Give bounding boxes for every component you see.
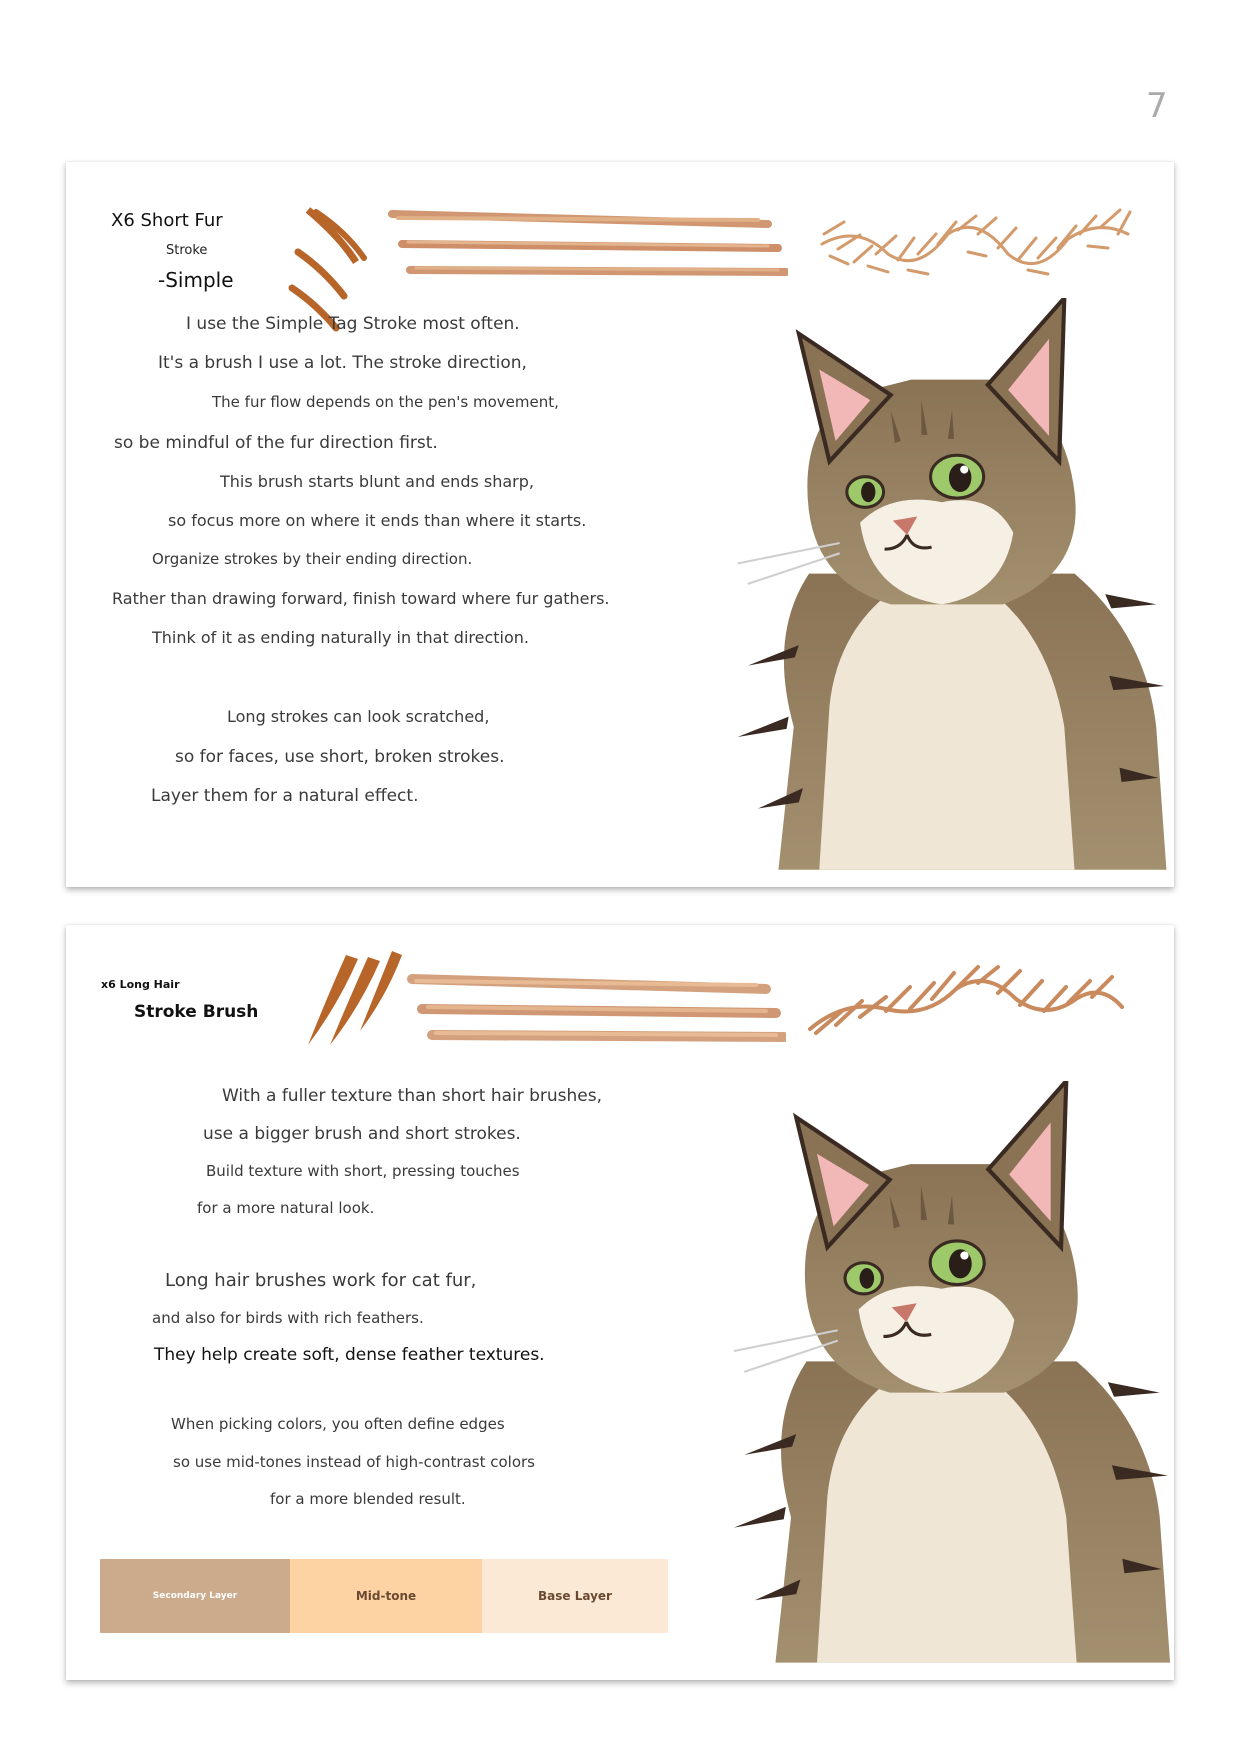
horizontal-stroke-band-icon: [388, 206, 788, 286]
paragraph-line: Organize strokes by their ending direction.: [152, 550, 473, 568]
paragraph-line: With a fuller texture than short hair brushes,: [222, 1086, 603, 1106]
section-subtitle: Stroke: [166, 243, 208, 258]
wavy-stroke-band-icon: [818, 204, 1138, 294]
section-title-suffix: -Simple: [158, 268, 234, 292]
paragraph-line: and also for birds with rich feathers.: [152, 1309, 424, 1327]
paragraph-line: Rather than drawing forward, finish toward where fur gathers.: [112, 589, 610, 608]
long-hair-card: [66, 925, 1174, 1680]
short-fur-card: [66, 162, 1174, 887]
color-swatch-bar: [100, 1559, 668, 1633]
paragraph-line: so be mindful of the fur direction first.: [114, 433, 438, 453]
swatch-mid-tone: [290, 1559, 482, 1633]
swatch-secondary-layer: [100, 1559, 290, 1633]
section-title: x6 Long Hair: [101, 978, 180, 991]
paragraph-line: so use mid-tones instead of high-contrast colors: [173, 1453, 535, 1471]
swatch-label: Base Layer: [538, 1589, 612, 1603]
swatch-base-layer: [482, 1559, 668, 1633]
cat-illustration: [686, 1081, 1174, 1673]
swatch-label: Mid-tone: [355, 1589, 417, 1603]
paragraph-line: so for faces, use short, broken strokes.: [175, 747, 505, 767]
paragraph-line: for a more natural look.: [197, 1199, 375, 1217]
paragraph-line: Layer them for a natural effect.: [151, 786, 419, 806]
wavy-stroke-band-icon: [806, 959, 1126, 1049]
paragraph-line: They help create soft, dense feather textures.: [154, 1345, 545, 1365]
paragraph-line: Long strokes can look scratched,: [227, 707, 490, 726]
page-number: 7: [1146, 86, 1168, 126]
paragraph-line: Build texture with short, pressing touches: [206, 1162, 520, 1180]
paragraph-line: Think of it as ending naturally in that direction.: [152, 628, 529, 647]
paragraph-line: so focus more on where it ends than where it starts.: [168, 511, 587, 530]
paragraph-line: It's a brush I use a lot. The stroke direction,: [158, 353, 527, 373]
cat-illustration: [686, 298, 1174, 880]
section-subtitle: Stroke Brush: [134, 1002, 259, 1022]
paragraph-line: The fur flow depends on the pen's movement,: [212, 393, 559, 411]
horizontal-stroke-band-icon: [406, 967, 786, 1047]
paragraph-line: This brush starts blunt and ends sharp,: [220, 472, 534, 491]
long-stroke-sample-icon: [298, 945, 418, 1055]
paragraph-line: When picking colors, you often define edges: [171, 1415, 505, 1433]
paragraph-line: Long hair brushes work for cat fur,: [165, 1270, 477, 1291]
swatch-label: Secondary Layer: [152, 1591, 238, 1601]
short-stroke-sample-icon: [286, 192, 396, 332]
paragraph-line: for a more blended result.: [270, 1490, 466, 1508]
section-title: X6 Short Fur: [111, 210, 223, 231]
paragraph-line: I use the Simple Tag Stroke most often.: [186, 314, 520, 334]
paragraph-line: use a bigger brush and short strokes.: [203, 1124, 521, 1144]
